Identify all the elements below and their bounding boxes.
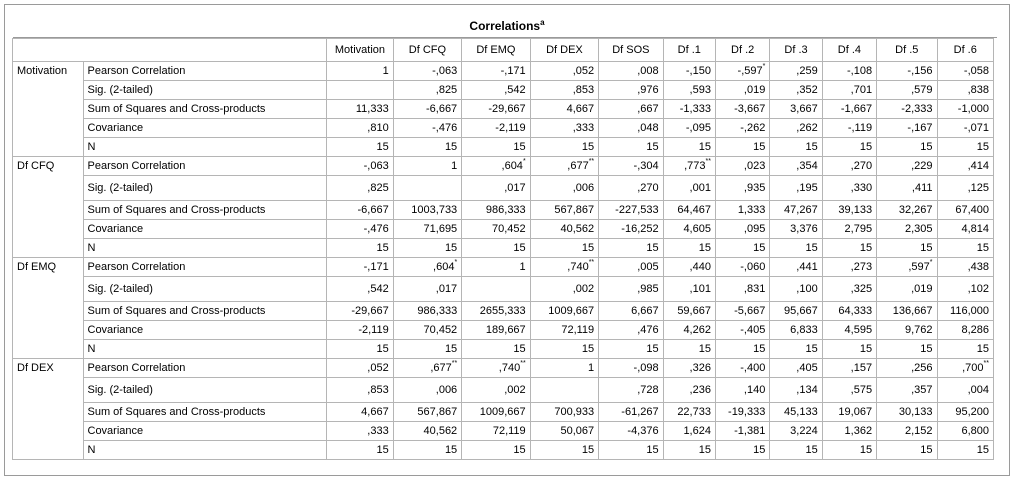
table-cell: -16,252: [599, 220, 663, 239]
table-cell: 15: [393, 441, 461, 460]
table-cell: 15: [937, 441, 994, 460]
table-cell: ,352: [770, 81, 822, 100]
table-cell: ,326: [663, 359, 715, 378]
table-cell: 39,133: [822, 201, 876, 220]
table-cell: ,100: [770, 277, 822, 302]
table-cell: ,004: [937, 378, 994, 403]
table-cell: 95,667: [770, 302, 822, 321]
table-cell: -,262: [715, 119, 769, 138]
table-body: [13, 62, 994, 460]
table-cell: 15: [462, 441, 530, 460]
column-header: Df DEX: [530, 39, 598, 62]
table-cell: ,701: [822, 81, 876, 100]
table-cell: 986,333: [462, 201, 530, 220]
table-cell: [462, 277, 530, 302]
table-cell: 40,562: [393, 422, 461, 441]
table-cell: -61,267: [599, 403, 663, 422]
table-cell: ,853: [530, 81, 598, 100]
column-header: Df .4: [822, 39, 876, 62]
table-cell: -,063: [327, 157, 393, 176]
table-cell: 72,119: [530, 321, 598, 340]
table-cell: 95,200: [937, 403, 994, 422]
table-cell: ,273: [822, 258, 876, 277]
table-cell: 1: [462, 258, 530, 277]
table-cell: 15: [937, 340, 994, 359]
table-cell: ,667: [599, 100, 663, 119]
table-cell: 2,795: [822, 220, 876, 239]
table-cell: 15: [599, 340, 663, 359]
table-cell: 15: [327, 340, 393, 359]
table-cell: ,259: [770, 62, 822, 81]
table-row: [13, 220, 994, 239]
statistic-label: Covariance: [83, 321, 327, 340]
table-cell: 64,467: [663, 201, 715, 220]
statistic-label: N: [83, 441, 327, 460]
table-cell: -1,333: [663, 100, 715, 119]
table-cell: 6,833: [770, 321, 822, 340]
table-cell: 15: [822, 441, 876, 460]
significance-marker: **: [451, 360, 458, 367]
table-cell: ,440: [663, 258, 715, 277]
table-cell: 64,333: [822, 302, 876, 321]
table-cell: 1009,667: [462, 403, 530, 422]
statistic-label: Sum of Squares and Cross-products: [83, 100, 327, 119]
table-row: [13, 81, 994, 100]
table-cell: ,411: [877, 176, 937, 201]
significance-marker: **: [520, 360, 526, 367]
table-cell: ,236: [663, 378, 715, 403]
statistic-label: Pearson Correlation: [83, 62, 327, 81]
table-cell: ,810: [327, 119, 393, 138]
table-cell: 136,667: [877, 302, 937, 321]
table-cell: 4,667: [530, 100, 598, 119]
table-cell: 2,152: [877, 422, 937, 441]
column-header: Df .5: [877, 39, 937, 62]
significance-marker: *: [762, 63, 766, 70]
table-cell: ,604*: [462, 157, 530, 176]
table-cell: ,001: [663, 176, 715, 201]
table-cell: ,853: [327, 378, 393, 403]
table-row: [13, 359, 994, 378]
table-cell: 2655,333: [462, 302, 530, 321]
table-cell: ,677**: [530, 157, 598, 176]
table-cell: 15: [715, 441, 769, 460]
table-cell: 9,762: [877, 321, 937, 340]
table-cell: 15: [770, 441, 822, 460]
column-header: Df .3: [770, 39, 822, 62]
statistic-label: Sig. (2-tailed): [83, 81, 327, 100]
table-row: [13, 403, 994, 422]
table-cell: ,017: [462, 176, 530, 201]
table-row: [13, 441, 994, 460]
table-cell: -,171: [462, 62, 530, 81]
significance-marker: **: [705, 158, 711, 165]
table-cell: 15: [393, 340, 461, 359]
table-cell: -5,667: [715, 302, 769, 321]
statistic-label: Covariance: [83, 220, 327, 239]
column-header: Df EMQ: [462, 39, 530, 62]
table-cell: -,108: [822, 62, 876, 81]
table-cell: -,156: [877, 62, 937, 81]
table-cell: ,023: [715, 157, 769, 176]
table-cell: [393, 176, 461, 201]
table-cell: ,985: [599, 277, 663, 302]
table-cell: ,976: [599, 81, 663, 100]
table-cell: ,405: [770, 359, 822, 378]
table-cell: 15: [770, 340, 822, 359]
table-cell: 45,133: [770, 403, 822, 422]
table-cell: -,400: [715, 359, 769, 378]
table-cell: 15: [822, 340, 876, 359]
column-header: Df SOS: [599, 39, 663, 62]
table-cell: 32,267: [877, 201, 937, 220]
table-cell: 67,400: [937, 201, 994, 220]
table-cell: 40,562: [530, 220, 598, 239]
table-cell: 15: [462, 239, 530, 258]
table-cell: 15: [530, 138, 598, 157]
table-cell: ,256: [877, 359, 937, 378]
table-cell: 116,000: [937, 302, 994, 321]
table-cell: ,740**: [462, 359, 530, 378]
table-cell: 15: [937, 138, 994, 157]
table-cell: ,095: [715, 220, 769, 239]
table-cell: -,476: [393, 119, 461, 138]
significance-marker: **: [588, 259, 595, 266]
table-cell: 1: [530, 359, 598, 378]
table-cell: ,700**: [937, 359, 994, 378]
significance-marker: *: [929, 259, 933, 266]
table-row: [13, 201, 994, 220]
table-cell: 1: [393, 157, 461, 176]
table-cell: -,063: [393, 62, 461, 81]
table-cell: ,101: [663, 277, 715, 302]
table-cell: ,017: [393, 277, 461, 302]
table-title: [5, 18, 1009, 33]
table-cell: 1,362: [822, 422, 876, 441]
table-cell: -,171: [327, 258, 393, 277]
table-cell: -29,667: [462, 100, 530, 119]
table-cell: 15: [327, 138, 393, 157]
column-header: Df .1: [663, 39, 715, 62]
table-cell: 1,624: [663, 422, 715, 441]
table-cell: 1,333: [715, 201, 769, 220]
statistic-label: Covariance: [83, 119, 327, 138]
table-cell: ,157: [822, 359, 876, 378]
table-cell: ,330: [822, 176, 876, 201]
table-cell: ,008: [599, 62, 663, 81]
table-cell: 15: [770, 138, 822, 157]
table-cell: 6,667: [599, 302, 663, 321]
table-cell: -,167: [877, 119, 937, 138]
table-cell: 15: [822, 239, 876, 258]
table-cell: 47,267: [770, 201, 822, 220]
statistic-label: Sum of Squares and Cross-products: [83, 302, 327, 321]
table-cell: ,270: [599, 176, 663, 201]
table-cell: ,195: [770, 176, 822, 201]
table-cell: ,438: [937, 258, 994, 277]
table-cell: 1009,667: [530, 302, 598, 321]
table-row: [13, 62, 994, 81]
table-cell: 15: [462, 340, 530, 359]
table-cell: 986,333: [393, 302, 461, 321]
column-header: Df CFQ: [393, 39, 461, 62]
table-cell: 2,305: [877, 220, 937, 239]
table-cell: 15: [393, 138, 461, 157]
table-cell: -,597*: [715, 62, 769, 81]
table-cell: ,134: [770, 378, 822, 403]
table-cell: ,476: [599, 321, 663, 340]
table-cell: 15: [530, 239, 598, 258]
table-cell: ,728: [599, 378, 663, 403]
row-variable-label: Motivation: [13, 62, 84, 157]
table-cell: 71,695: [393, 220, 461, 239]
header-corner: [13, 39, 327, 62]
table-cell: ,542: [462, 81, 530, 100]
table-cell: 15: [530, 340, 598, 359]
table-row: [13, 302, 994, 321]
table-cell: 59,667: [663, 302, 715, 321]
table-cell: ,019: [715, 81, 769, 100]
table-cell: 567,867: [393, 403, 461, 422]
header-row: [13, 39, 994, 62]
table-cell: 3,376: [770, 220, 822, 239]
table-cell: 4,262: [663, 321, 715, 340]
table-cell: 15: [663, 239, 715, 258]
table-cell: -6,667: [327, 201, 393, 220]
table-cell: ,575: [822, 378, 876, 403]
statistic-label: N: [83, 340, 327, 359]
table-row: [13, 176, 994, 201]
table-cell: 15: [663, 138, 715, 157]
significance-marker: **: [983, 360, 989, 367]
table-cell: 6,800: [937, 422, 994, 441]
table-cell: [530, 378, 598, 403]
statistic-label: N: [83, 239, 327, 258]
table-cell: -,476: [327, 220, 393, 239]
row-variable-label: Df CFQ: [13, 157, 84, 258]
table-cell: -,150: [663, 62, 715, 81]
table-cell: 4,605: [663, 220, 715, 239]
table-row: [13, 138, 994, 157]
table-cell: 1003,733: [393, 201, 461, 220]
table-cell: 50,067: [530, 422, 598, 441]
table-cell: 30,133: [877, 403, 937, 422]
table-cell: -,405: [715, 321, 769, 340]
table-cell: 15: [937, 239, 994, 258]
table-cell: ,604*: [393, 258, 461, 277]
table-cell: -,304: [599, 157, 663, 176]
statistic-label: Pearson Correlation: [83, 359, 327, 378]
statistic-label: Sig. (2-tailed): [83, 277, 327, 302]
table-cell: ,270: [822, 157, 876, 176]
table-row: [13, 258, 994, 277]
table-cell: 15: [877, 441, 937, 460]
statistic-label: Sig. (2-tailed): [83, 378, 327, 403]
table-row: [13, 422, 994, 441]
table-cell: ,052: [530, 62, 598, 81]
correlations-table: [12, 38, 994, 460]
table-cell: -,119: [822, 119, 876, 138]
table-cell: ,333: [327, 422, 393, 441]
table-cell: 3,224: [770, 422, 822, 441]
table-cell: -1,000: [937, 100, 994, 119]
table-row: [13, 239, 994, 258]
table-cell: 15: [393, 239, 461, 258]
table-cell: ,740**: [530, 258, 598, 277]
table-cell: 22,733: [663, 403, 715, 422]
table-row: [13, 321, 994, 340]
table-cell: ,002: [462, 378, 530, 403]
table-cell: ,597*: [877, 258, 937, 277]
column-header: Motivation: [327, 39, 393, 62]
table-cell: ,140: [715, 378, 769, 403]
table-cell: 15: [599, 441, 663, 460]
table-cell: ,593: [663, 81, 715, 100]
table-cell: [327, 81, 393, 100]
table-cell: -19,333: [715, 403, 769, 422]
table-cell: 15: [715, 340, 769, 359]
table-cell: ,262: [770, 119, 822, 138]
table-cell: ,542: [327, 277, 393, 302]
significance-marker: *: [522, 158, 526, 165]
table-cell: 15: [822, 138, 876, 157]
table-cell: -,071: [937, 119, 994, 138]
table-cell: 15: [530, 441, 598, 460]
table-cell: 15: [770, 239, 822, 258]
table-cell: ,441: [770, 258, 822, 277]
table-cell: -3,667: [715, 100, 769, 119]
table-cell: ,002: [530, 277, 598, 302]
table-cell: ,354: [770, 157, 822, 176]
table-cell: ,052: [327, 359, 393, 378]
statistic-label: Covariance: [83, 422, 327, 441]
table-row: [13, 157, 994, 176]
table-cell: 3,667: [770, 100, 822, 119]
table-cell: -227,533: [599, 201, 663, 220]
table-cell: ,677**: [393, 359, 461, 378]
table-cell: -2,333: [877, 100, 937, 119]
table-cell: ,357: [877, 378, 937, 403]
table-cell: ,325: [822, 277, 876, 302]
table-cell: 70,452: [393, 321, 461, 340]
title-text: Correlations: [469, 19, 541, 33]
row-variable-label: Df DEX: [13, 359, 84, 460]
statistic-label: N: [83, 138, 327, 157]
table-cell: 567,867: [530, 201, 598, 220]
table-cell: ,006: [530, 176, 598, 201]
table-cell: 4,595: [822, 321, 876, 340]
table-cell: 11,333: [327, 100, 393, 119]
table-cell: 15: [877, 340, 937, 359]
table-cell: -,058: [937, 62, 994, 81]
table-cell: ,825: [327, 176, 393, 201]
statistic-label: Sum of Squares and Cross-products: [83, 201, 327, 220]
column-header: Df .2: [715, 39, 769, 62]
table-cell: -6,667: [393, 100, 461, 119]
table-row: [13, 100, 994, 119]
table-cell: 15: [715, 138, 769, 157]
table-cell: ,825: [393, 81, 461, 100]
table-cell: ,579: [877, 81, 937, 100]
table-cell: 15: [877, 138, 937, 157]
table-cell: -,098: [599, 359, 663, 378]
table-cell: 4,814: [937, 220, 994, 239]
table-cell: -29,667: [327, 302, 393, 321]
significance-marker: *: [454, 259, 458, 266]
table-cell: ,414: [937, 157, 994, 176]
table-cell: -4,376: [599, 422, 663, 441]
table-cell: 15: [599, 138, 663, 157]
table-cell: 15: [877, 239, 937, 258]
title-superscript: a: [540, 18, 545, 27]
table-cell: ,102: [937, 277, 994, 302]
table-cell: ,048: [599, 119, 663, 138]
table-row: [13, 277, 994, 302]
table-cell: 70,452: [462, 220, 530, 239]
table-cell: 15: [663, 340, 715, 359]
table-cell: ,006: [393, 378, 461, 403]
table-row: [13, 378, 994, 403]
significance-marker: **: [588, 158, 595, 165]
table-cell: 15: [715, 239, 769, 258]
table-cell: ,773**: [663, 157, 715, 176]
table-row: [13, 340, 994, 359]
table-cell: ,935: [715, 176, 769, 201]
statistic-label: Sum of Squares and Cross-products: [83, 403, 327, 422]
row-variable-label: Df EMQ: [13, 258, 84, 359]
table-cell: 15: [327, 441, 393, 460]
statistic-label: Pearson Correlation: [83, 258, 327, 277]
table-cell: -2,119: [327, 321, 393, 340]
table-cell: 15: [327, 239, 393, 258]
table-cell: ,019: [877, 277, 937, 302]
table-cell: 15: [599, 239, 663, 258]
table-cell: -1,667: [822, 100, 876, 119]
table-cell: 72,119: [462, 422, 530, 441]
table-cell: ,125: [937, 176, 994, 201]
table-cell: 19,067: [822, 403, 876, 422]
table-cell: -,060: [715, 258, 769, 277]
table-cell: -2,119: [462, 119, 530, 138]
table-cell: ,005: [599, 258, 663, 277]
table-cell: 15: [462, 138, 530, 157]
table-cell: ,838: [937, 81, 994, 100]
statistic-label: Pearson Correlation: [83, 157, 327, 176]
table-cell: -,095: [663, 119, 715, 138]
table-cell: -1,381: [715, 422, 769, 441]
table-cell: 15: [663, 441, 715, 460]
table-cell: 1: [327, 62, 393, 81]
column-header: Df .6: [937, 39, 994, 62]
table-cell: 700,933: [530, 403, 598, 422]
table-cell: ,831: [715, 277, 769, 302]
table-cell: ,333: [530, 119, 598, 138]
table-row: [13, 119, 994, 138]
table-cell: 4,667: [327, 403, 393, 422]
statistic-label: Sig. (2-tailed): [83, 176, 327, 201]
table-cell: 8,286: [937, 321, 994, 340]
table-cell: 189,667: [462, 321, 530, 340]
table-cell: ,229: [877, 157, 937, 176]
